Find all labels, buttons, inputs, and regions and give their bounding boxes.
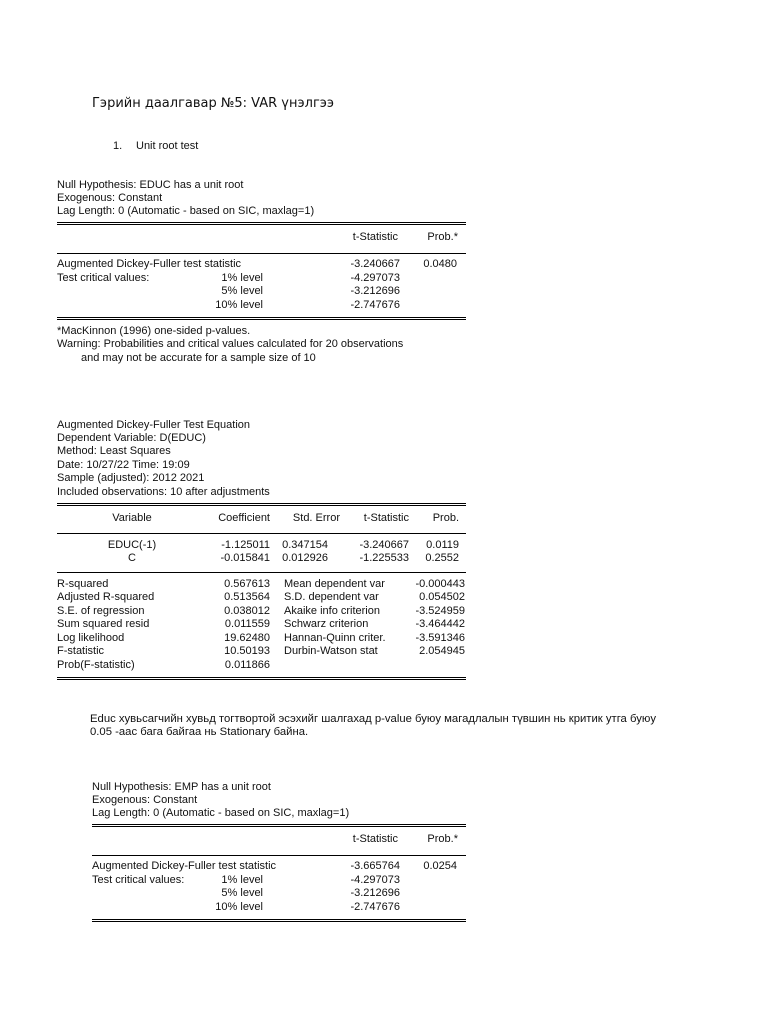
educ-adf-mid-rule xyxy=(57,253,466,254)
stat-sddep-label: S.D. dependent var xyxy=(284,591,379,603)
stat-dw-value: 2.054945 xyxy=(419,645,465,657)
eq-row-educ-coef: -1.125011 xyxy=(221,539,270,551)
stat-probf-value: 0.011866 xyxy=(224,659,270,671)
eq-bottom-rule xyxy=(57,677,466,678)
emp-adf-tstat: -3.665764 xyxy=(350,860,400,872)
educ-note-mackinnon: *MacKinnon (1996) one-sided p-values. xyxy=(57,325,251,337)
educ-level-1-value: -4.297073 xyxy=(350,272,400,284)
conclusion-line-1: Educ хувьсагчийн хувьд тогтвортой эсэхийг шалгахад p-value буюу магадлалын түвшин нь критик утга буюу xyxy=(90,713,656,725)
educ-null-hypothesis: Null Hypothesis: EDUC has a unit root xyxy=(57,179,244,191)
emp-adf-bottom-rule-2 xyxy=(92,921,466,922)
stat-ssr-value: 0.011559 xyxy=(224,618,270,630)
eq-header-obs: Included observations: 10 after adjustments xyxy=(57,486,270,498)
eq-row-c-var: C xyxy=(128,552,136,564)
section-number: 1. xyxy=(113,140,123,152)
eq-header-method: Method: Least Squares xyxy=(57,445,171,457)
emp-col-prob: Prob.* xyxy=(427,833,458,845)
educ-adf-tstat: -3.240667 xyxy=(350,258,400,270)
eq-row-educ-se: 0.347154 xyxy=(282,539,328,551)
educ-exogenous: Exogenous: Constant xyxy=(57,192,163,204)
stat-hq-value: -3.591346 xyxy=(415,632,465,644)
stat-aic-value: -3.524959 xyxy=(415,605,465,617)
stat-probf-label: Prob(F-statistic) xyxy=(57,659,135,671)
educ-adf-bottom-rule xyxy=(57,317,466,318)
stat-aic-label: Akaike info criterion xyxy=(284,605,380,617)
stat-loglik-value: 19.62480 xyxy=(224,632,270,644)
eq-row-educ-t: -3.240667 xyxy=(359,539,409,551)
eq-row-educ-var: EDUC(-1) xyxy=(107,539,157,551)
stat-schwarz-label: Schwarz criterion xyxy=(284,618,369,630)
educ-adf-top-rule xyxy=(57,222,466,223)
eq-top-rule xyxy=(57,503,466,504)
eq-header-date: Date: 10/27/22 Time: 19:09 xyxy=(57,459,190,471)
educ-level-5-value: -3.212696 xyxy=(350,285,400,297)
eq-col-variable: Variable xyxy=(112,512,152,524)
stat-dw-label: Durbin-Watson stat xyxy=(284,645,378,657)
stat-rsq-value: 0.567613 xyxy=(224,578,270,590)
stat-fstat-label: F-statistic xyxy=(57,645,105,657)
eq-header-title: Augmented Dickey-Fuller Test Equation xyxy=(57,419,251,431)
educ-col-tstat: t-Statistic xyxy=(352,231,398,243)
emp-adf-prob: 0.0254 xyxy=(423,860,457,872)
eq-header-rule xyxy=(57,533,466,534)
stat-adjrsq-value: 0.513564 xyxy=(224,591,270,603)
emp-adf-top-rule xyxy=(92,824,466,825)
stat-se-label: S.E. of regression xyxy=(57,605,145,617)
emp-null-hypothesis: Null Hypothesis: EMP has a unit root xyxy=(92,781,271,793)
educ-level-10: 10% level xyxy=(215,299,263,311)
eq-header-depvar: Dependent Variable: D(EDUC) xyxy=(57,432,206,444)
stat-sddep-value: 0.054502 xyxy=(419,591,465,603)
emp-level-1: 1% level xyxy=(221,874,263,886)
educ-adf-prob: 0.0480 xyxy=(423,258,457,270)
eq-bottom-rule-2 xyxy=(57,679,466,680)
educ-note-warning: Warning: Probabilities and critical values calculated for 20 observations xyxy=(57,338,404,350)
emp-adf-mid-rule xyxy=(92,855,466,856)
educ-adf-top-rule-2 xyxy=(57,224,466,225)
educ-note-warning-cont: and may not be accurate for a sample size of 10 xyxy=(81,352,316,364)
eq-col-prob: Prob. xyxy=(432,512,459,524)
stat-meandep-label: Mean dependent var xyxy=(284,578,385,590)
educ-level-10-value: -2.747676 xyxy=(350,299,400,311)
eq-top-rule-2 xyxy=(57,505,466,506)
emp-adf-label: Augmented Dickey-Fuller test statistic xyxy=(92,860,277,872)
emp-level-10-value: -2.747676 xyxy=(350,901,400,913)
eq-row-c-prob: 0.2552 xyxy=(425,552,459,564)
emp-adf-top-rule-2 xyxy=(92,826,466,827)
stat-fstat-value: 10.50193 xyxy=(224,645,270,657)
eq-row-educ-prob: 0.0119 xyxy=(426,539,459,551)
eq-row-c-coef: -0.015841 xyxy=(220,552,270,564)
educ-adf-label: Augmented Dickey-Fuller test statistic xyxy=(57,258,242,270)
stat-schwarz-value: -3.464442 xyxy=(415,618,465,630)
educ-col-prob: Prob.* xyxy=(427,231,458,243)
eq-row-c-se: 0.012926 xyxy=(282,552,328,564)
stat-ssr-label: Sum squared resid xyxy=(57,618,150,630)
eq-stats-rule xyxy=(57,572,466,573)
educ-adf-bottom-rule-2 xyxy=(57,319,466,320)
educ-level-1: 1% level xyxy=(221,272,263,284)
educ-crit-label: Test critical values: xyxy=(57,272,150,284)
stat-rsq-label: R-squared xyxy=(57,578,109,590)
eq-col-stderror: Std. Error xyxy=(292,512,340,524)
stat-hq-label: Hannan-Quinn criter. xyxy=(284,632,386,644)
emp-crit-label: Test critical values: xyxy=(92,874,185,886)
emp-level-10: 10% level xyxy=(215,901,263,913)
emp-lag-length: Lag Length: 0 (Automatic - based on SIC, maxlag=1) xyxy=(92,807,350,819)
emp-col-tstat: t-Statistic xyxy=(352,833,398,845)
emp-exogenous: Exogenous: Constant xyxy=(92,794,198,806)
conclusion-line-2: 0.05 -аас бага байгаа нь Stationary байна. xyxy=(90,726,309,738)
educ-lag-length: Lag Length: 0 (Automatic - based on SIC, maxlag=1) xyxy=(57,205,315,217)
emp-level-5-value: -3.212696 xyxy=(350,887,400,899)
eq-col-tstat: t-Statistic xyxy=(363,512,409,524)
stat-meandep-value: -0.000443 xyxy=(415,578,465,590)
emp-level-5: 5% level xyxy=(221,887,263,899)
eq-row-c-t: -1.225533 xyxy=(359,552,409,564)
page-title: Гэрийн даалгавар №5: VAR үнэлгээ xyxy=(92,96,335,111)
stat-loglik-label: Log likelihood xyxy=(57,632,125,644)
emp-adf-bottom-rule xyxy=(92,919,466,920)
emp-level-1-value: -4.297073 xyxy=(350,874,400,886)
educ-level-5: 5% level xyxy=(221,285,263,297)
eq-header-sample: Sample (adjusted): 2012 2021 xyxy=(57,472,205,484)
eq-col-coefficient: Coefficient xyxy=(218,512,270,524)
stat-adjrsq-label: Adjusted R-squared xyxy=(57,591,155,603)
section-heading: Unit root test xyxy=(136,140,199,152)
stat-se-value: 0.038012 xyxy=(224,605,270,617)
